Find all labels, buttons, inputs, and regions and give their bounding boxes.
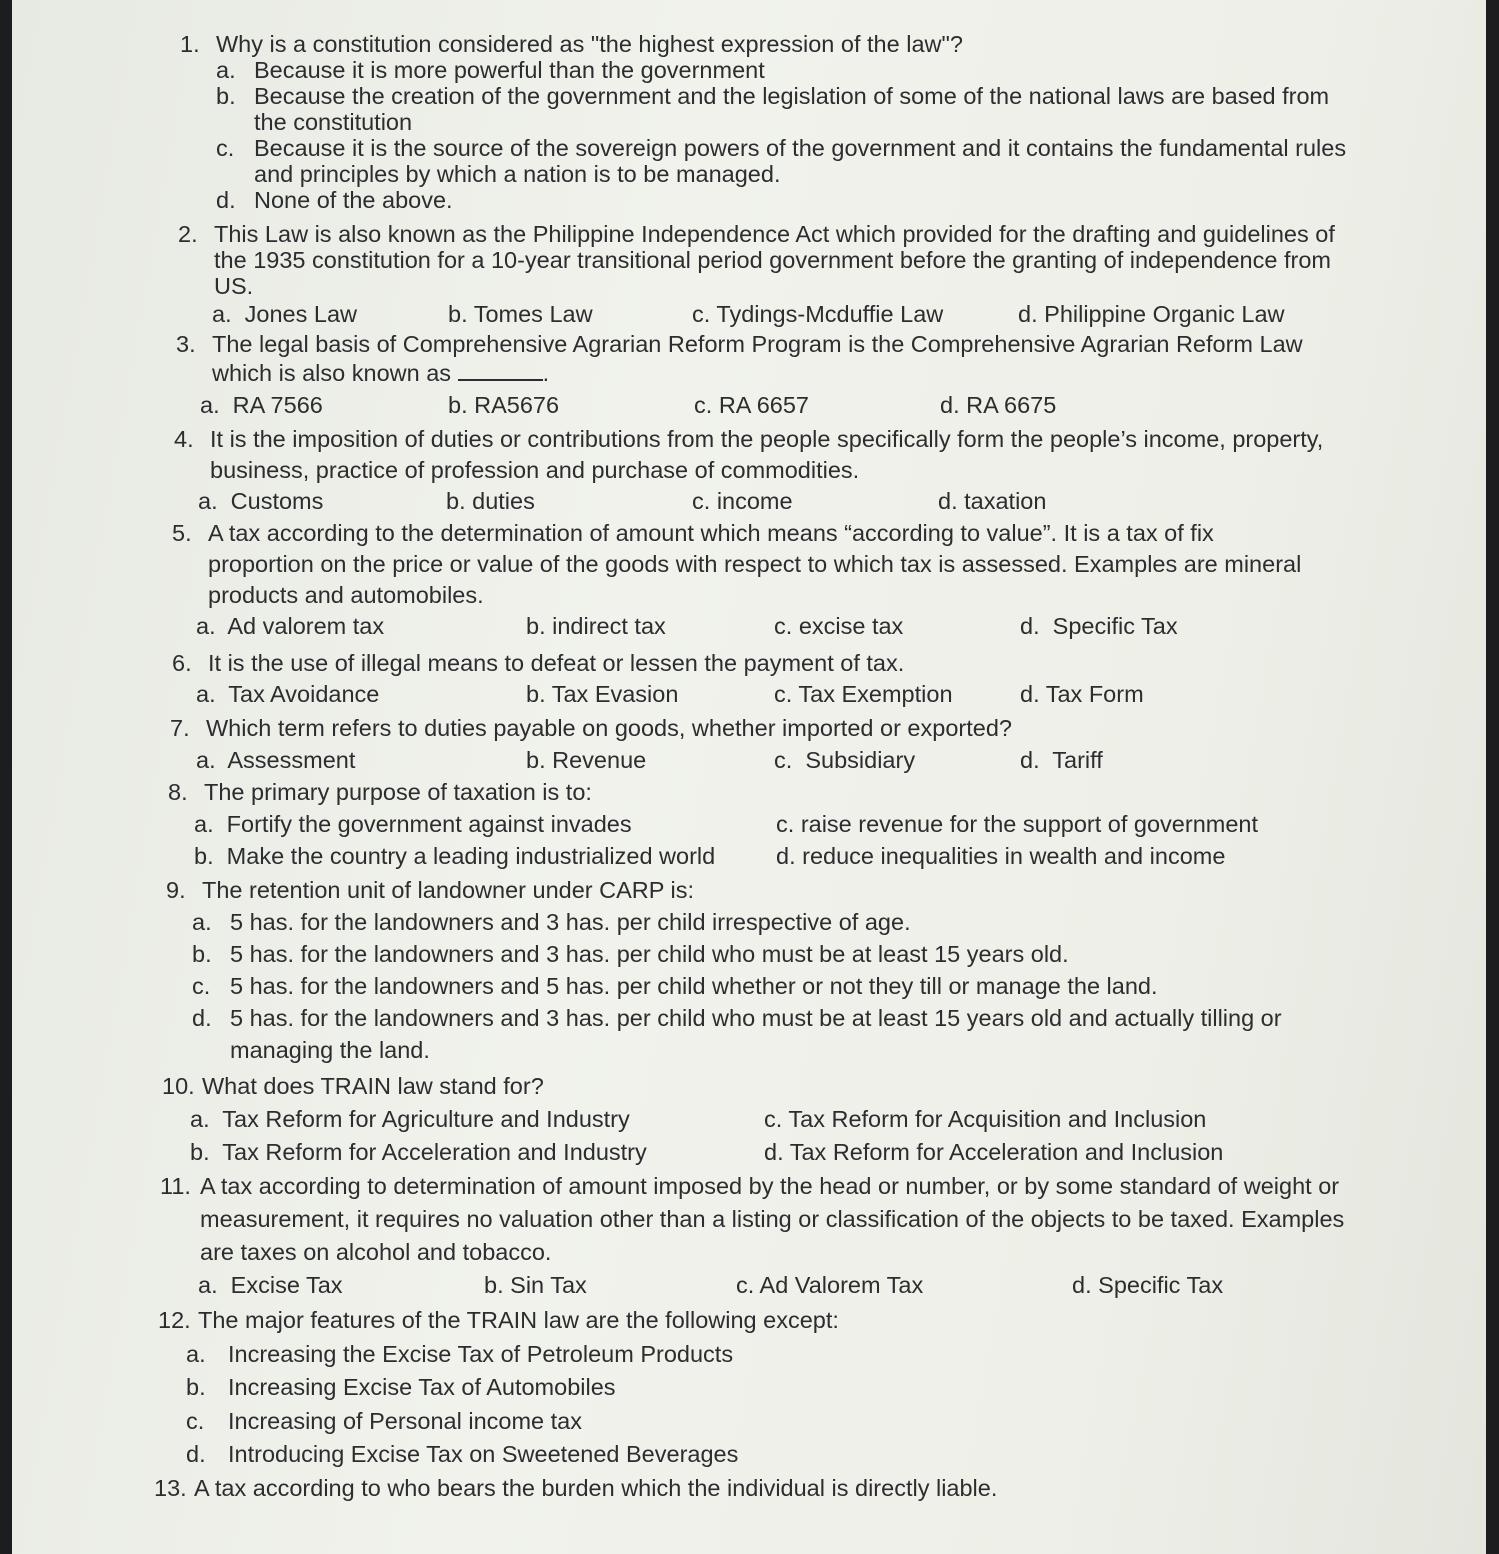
option-letter: a.: [196, 613, 216, 639]
question-text: Why is a constitution considered as "the highest expression of the law"?: [216, 31, 963, 57]
option-letter: b.: [526, 681, 546, 707]
answer-blank[interactable]: [458, 361, 543, 381]
option-letter: d.: [216, 187, 236, 213]
option-text: Increasing of Personal income tax: [228, 1407, 582, 1434]
option-a[interactable]: [194, 808, 776, 840]
option-text: Tax Evasion: [551, 681, 679, 707]
option-letter: b.: [190, 1139, 210, 1165]
option-d[interactable]: [192, 1002, 1382, 1066]
option-letter: d.: [938, 488, 958, 514]
option-d[interactable]: [938, 486, 1046, 517]
option-letter: c.: [216, 135, 235, 161]
option-text: Fortify the government against invades: [226, 811, 632, 837]
option-c[interactable]: [192, 970, 1382, 1002]
option-text: Ad Valorem Tax: [759, 1272, 924, 1298]
option-text: Because the creation of the government and the legislation of some of the national laws are based from the constitution: [254, 83, 1330, 135]
question-number: 10.: [162, 1073, 195, 1099]
option-text: Tax Avoidance: [228, 681, 380, 707]
question-10: [162, 1070, 1322, 1169]
option-letter: c.: [186, 1407, 205, 1434]
option-letter: c.: [736, 1272, 755, 1298]
question-text: Which term refers to duties payable on goods, whether imported or exported?: [206, 715, 1012, 741]
option-letter: c.: [774, 681, 793, 707]
option-d[interactable]: [186, 1438, 1286, 1472]
question-1: [180, 31, 1380, 213]
question-2: [178, 221, 1342, 327]
question-text: The legal basis of Comprehensive Agrarian Reform Program is the Comprehensive Agrarian Reform Law which is also known as: [212, 331, 1310, 386]
option-text: 5 has. for the landowners and 5 has. per child whether or not they till or manage the land.: [230, 973, 1158, 999]
option-letter: d.: [764, 1139, 784, 1165]
option-d[interactable]: [940, 391, 1056, 420]
option-letter: d.: [776, 843, 796, 869]
option-c[interactable]: [764, 1103, 1206, 1136]
option-letter: b.: [216, 83, 236, 109]
option-text: Revenue: [552, 747, 647, 773]
question-text: A tax according to the determination of amount which means “according to value”. It is a tax of fix proportion on the price or value of the goods with respect to which tax is assessed. Examples are mineral products and automobiles.: [208, 520, 1308, 608]
worksheet-page: [12, 0, 1486, 1554]
option-b[interactable]: [526, 744, 774, 776]
option-letter: a.: [192, 909, 212, 935]
option-letter: b.: [448, 301, 468, 327]
option-c[interactable]: [694, 391, 940, 420]
option-text: Introducing Excise Tax on Sweetened Beverages: [228, 1441, 739, 1467]
question-number: 6.: [172, 650, 192, 676]
option-text: Tax Form: [1045, 681, 1144, 707]
option-letter: a.: [186, 1340, 206, 1367]
option-text: raise revenue for the support of government: [800, 811, 1259, 837]
question-text: The major features of the TRAIN law are the following except:: [198, 1307, 839, 1333]
question-number: 2.: [178, 221, 198, 247]
option-text: 5 has. for the landowners and 3 has. per child who must be at least 15 years old and actually tilling or managing the land.: [230, 1005, 1282, 1063]
option-text: Tax Reform for Acceleration and Inclusion: [789, 1139, 1224, 1165]
option-text: Because it is more powerful than the government: [254, 57, 765, 83]
option-letter: d.: [940, 392, 960, 418]
option-text: Jones Law: [244, 301, 358, 327]
question-9: [166, 874, 1386, 1066]
option-b[interactable]: [526, 611, 774, 642]
question-text: The primary purpose of taxation is to:: [204, 779, 592, 805]
option-text: Tax Reform for Agriculture and Industry: [222, 1106, 630, 1132]
option-letter: a.: [194, 811, 214, 837]
option-letter: a.: [196, 681, 216, 707]
option-b[interactable]: [192, 938, 1382, 970]
option-letter: d.: [1020, 613, 1040, 639]
option-letter: c.: [694, 392, 713, 418]
option-letter: b.: [484, 1272, 504, 1298]
option-c[interactable]: [776, 808, 1258, 840]
question-number: 8.: [168, 779, 188, 805]
option-c[interactable]: [186, 1405, 1286, 1439]
option-text: 5 has. for the landowners and 3 has. per child who must be at least 15 years old.: [230, 941, 1069, 967]
question-number: 3.: [176, 331, 196, 357]
question-number: 5.: [172, 520, 192, 546]
option-letter: d.: [192, 1005, 212, 1031]
option-text: Sin Tax: [510, 1272, 587, 1298]
question-number: 13.: [154, 1475, 187, 1501]
option-text: Increasing the Excise Tax of Petroleum Products: [228, 1340, 734, 1367]
option-text: Subsidiary: [805, 747, 916, 773]
option-letter: c.: [192, 973, 211, 999]
option-letter: b.: [526, 613, 546, 639]
option-a[interactable]: [212, 301, 448, 327]
option-a[interactable]: [196, 744, 526, 776]
option-letter: d.: [1072, 1272, 1092, 1298]
option-text: indirect tax: [552, 613, 666, 639]
option-letter: a.: [190, 1106, 210, 1132]
option-letter: c.: [776, 811, 795, 837]
question-6: [172, 648, 1322, 710]
option-letter: b.: [194, 843, 214, 869]
option-b[interactable]: [446, 486, 692, 517]
option-text: Specific Tax: [1052, 613, 1178, 639]
option-b[interactable]: [186, 1371, 1286, 1405]
question-number: 1.: [180, 31, 200, 57]
option-letter: a.: [212, 301, 232, 327]
option-letter: c.: [692, 488, 711, 514]
option-text: RA 7566: [232, 392, 323, 418]
option-letter: d.: [1020, 681, 1040, 707]
option-letter: c.: [774, 747, 793, 773]
option-b[interactable]: [448, 391, 694, 420]
option-c[interactable]: [736, 1269, 1072, 1302]
option-a[interactable]: [198, 486, 446, 517]
option-text: Specific Tax: [1098, 1272, 1224, 1298]
option-b[interactable]: [484, 1269, 736, 1302]
option-text: taxation: [964, 488, 1047, 514]
option-text: RA 6675: [966, 392, 1057, 418]
option-letter: a.: [198, 488, 218, 514]
option-c[interactable]: [774, 744, 1020, 776]
option-letter: c.: [692, 301, 711, 327]
question-4: [174, 424, 1330, 517]
option-letter: b.: [186, 1374, 206, 1400]
option-text: Tomes Law: [473, 301, 593, 327]
option-a[interactable]: [196, 611, 526, 642]
option-a[interactable]: [200, 391, 448, 420]
option-letter: b.: [448, 392, 468, 418]
option-c[interactable]: [692, 301, 1018, 327]
option-text: Make the country a leading industrialized world: [226, 843, 716, 869]
option-a[interactable]: [190, 1103, 764, 1136]
option-d[interactable]: [1020, 611, 1178, 642]
option-d[interactable]: [1018, 301, 1285, 327]
option-a[interactable]: [196, 679, 526, 710]
option-text: None of the above.: [254, 187, 453, 213]
option-text: Increasing Excise Tax of Automobiles: [228, 1374, 616, 1400]
question-text-end: .: [542, 360, 550, 386]
option-b[interactable]: [448, 301, 692, 327]
option-b[interactable]: [190, 1136, 764, 1169]
option-c[interactable]: [774, 611, 1020, 642]
question-text: A tax according to who bears the burden which the individual is directly liable.: [194, 1475, 998, 1501]
option-d[interactable]: [1020, 744, 1103, 776]
option-text: Tariff: [1052, 747, 1103, 773]
option-letter: a.: [216, 57, 236, 83]
question-text: A tax according to determination of amount imposed by the head or number, or by some standard of weight or measurement, it requires no valuation other than a listing or classification of the objects to be taxed. Examples are taxes on alcohol and tobacco.: [200, 1173, 1351, 1265]
option-d[interactable]: [1020, 679, 1144, 710]
option-text: Tax Exemption: [798, 681, 953, 707]
question-7: [170, 712, 1320, 776]
option-letter: a.: [196, 747, 216, 773]
option-letter: a.: [198, 1272, 218, 1298]
question-text: This Law is also known as the Philippine Independence Act which provided for the drafting and guidelines of the 1935 constitution for a 10-year transitional period government before the granting of independence from US.: [214, 221, 1342, 299]
question-number: 9.: [166, 877, 186, 903]
option-text: income: [716, 488, 793, 514]
question-number: 12.: [158, 1307, 191, 1333]
question-number: 4.: [174, 426, 194, 452]
question-5: [172, 518, 1322, 642]
question-text: It is the use of illegal means to defeat or lessen the payment of tax.: [208, 650, 905, 676]
question-text: It is the imposition of duties or contributions from the people specifically form the people’s income, property, business, practice of profession and purchase of commodities.: [210, 426, 1330, 483]
question-text: What does TRAIN law stand for?: [202, 1073, 544, 1099]
option-d[interactable]: [1072, 1269, 1223, 1302]
question-8: [168, 776, 1328, 872]
option-c[interactable]: [774, 679, 1020, 710]
option-text: Customs: [230, 488, 324, 514]
question-number: 11.: [160, 1173, 191, 1199]
question-11: [160, 1170, 1380, 1302]
option-text: Excise Tax: [230, 1272, 343, 1298]
option-d[interactable]: [776, 840, 1225, 872]
option-c[interactable]: [692, 486, 938, 517]
question-text: The retention unit of landowner under CARP is:: [202, 877, 695, 903]
option-d[interactable]: [216, 187, 1356, 213]
option-letter: d.: [1020, 747, 1040, 773]
option-text: Tax Reform for Acquisition and Inclusion: [788, 1106, 1207, 1132]
option-text: 5 has. for the landowners and 3 has. per child irrespective of age.: [230, 909, 911, 935]
question-13: [154, 1472, 1314, 1505]
option-a[interactable]: [192, 906, 1382, 938]
option-letter: d.: [186, 1441, 206, 1467]
option-letter: b.: [526, 747, 546, 773]
option-letter: a.: [200, 392, 220, 418]
option-text: Ad valorem tax: [227, 613, 385, 639]
option-letter: d.: [1018, 301, 1038, 327]
option-a[interactable]: [216, 57, 1356, 83]
option-text: excise tax: [798, 613, 904, 639]
option-text: Because it is the source of the sovereign powers of the government and it contains the fundamental rules and principles by which a nation is to be managed.: [254, 135, 1347, 187]
option-letter: c.: [774, 613, 793, 639]
option-letter: c.: [764, 1106, 783, 1132]
option-a[interactable]: [186, 1338, 1286, 1372]
question-12: [158, 1304, 1318, 1472]
option-letter: b.: [192, 941, 212, 967]
question-3: [176, 330, 1346, 420]
option-a[interactable]: [198, 1269, 484, 1302]
option-text: duties: [472, 488, 535, 514]
option-b[interactable]: [216, 83, 1356, 135]
option-c[interactable]: [216, 135, 1356, 187]
option-letter: b.: [446, 488, 466, 514]
option-text: RA 6657: [718, 392, 809, 418]
option-text: reduce inequalities in wealth and income: [802, 843, 1226, 869]
option-b[interactable]: [526, 679, 774, 710]
option-d[interactable]: [764, 1136, 1223, 1169]
option-text: Assessment: [227, 747, 356, 773]
option-text: RA5676: [474, 392, 560, 418]
option-text: Philippine Organic Law: [1044, 301, 1285, 327]
question-number: 7.: [170, 715, 190, 741]
option-b[interactable]: [194, 840, 776, 872]
option-text: Tydings-Mcduffie Law: [716, 301, 944, 327]
option-text: Tax Reform for Acceleration and Industry: [222, 1139, 647, 1165]
